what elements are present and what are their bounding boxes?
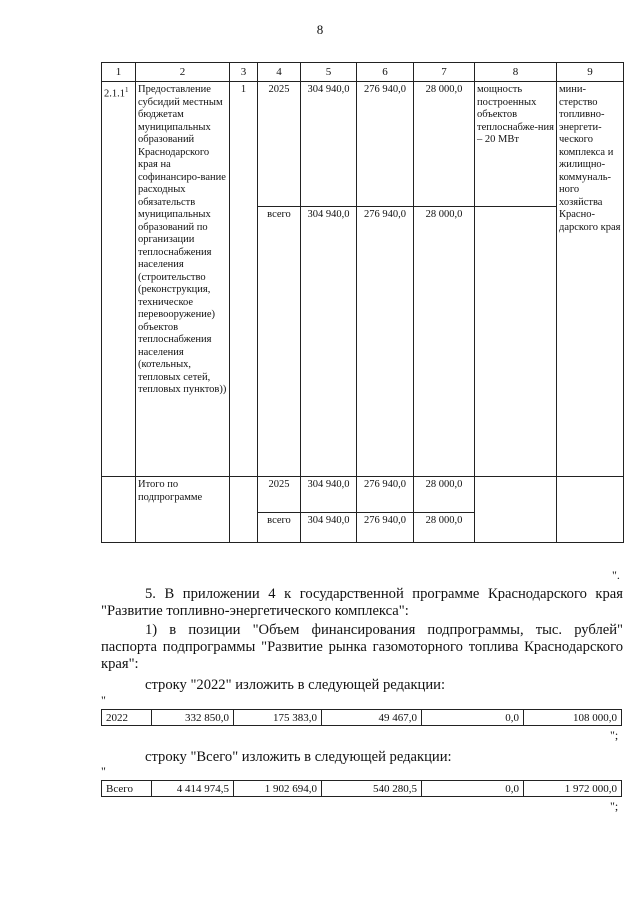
row-mb-year: 28 000,0 [414,82,475,207]
paragraph-5: 5. В приложении 4 к государственной программе Краснодарского края "Развитие топливно-энергетического комплекса": [101,586,623,619]
cell: 1 902 694,0 [234,781,322,797]
itogo-kb-year: 276 940,0 [357,477,414,513]
cell: 0,0 [422,781,524,797]
header-cell: 6 [357,63,414,82]
row-col3: 1 [230,82,258,477]
table-vsego [101,780,622,797]
header-cell: 3 [230,63,258,82]
row-name: Предоставление субсидий местным бюджетам муниципальных образований Краснодарского края на софинансиро-вание расходных обязательств муниципальных образований по организации теплоснабжения населения (строительство (реконструкция, техническое перевооружение) объектов теплоснабжения населения (котельных, тепловых сетей, тепловых пунктов)) [136,82,230,477]
header-cell: 9 [557,63,624,82]
row-kb-all: 276 940,0 [357,207,414,477]
row-all-label: всего [258,207,301,477]
line-2022: строку "2022" изложить в следующей редакции: [145,677,446,693]
cell: 175 383,0 [234,710,322,726]
page-number: 8 [316,22,324,37]
row-total-all: 304 940,0 [301,207,357,477]
open-quote: " [101,693,106,707]
row-label: Всего [102,781,152,797]
line-vsego: строку "Всего" изложить в следующей редакции: [145,749,452,765]
row-executor: мини-стерство топливно-энергети-ческого комплекса и жилищно-коммуналь-ного хозяйства Красно-дарского края [557,82,624,477]
header-cell: 4 [258,63,301,82]
table-row [102,710,622,726]
cell: 1 972 000,0 [524,781,622,797]
close-quote: "; [610,799,619,813]
close-quote: ". [612,568,620,582]
header-cell: 5 [301,63,357,82]
itogo-label: Итого по подпрограмме [136,477,230,543]
table-row [102,82,624,207]
row-result: мощность построенных объектов теплоснабже-ния – 20 МВт [475,82,557,207]
header-cell: 2 [136,63,230,82]
itogo-total-year: 304 940,0 [301,477,357,513]
cell: 49 467,0 [322,710,422,726]
table-header-row [102,63,624,82]
itogo-row [102,477,624,513]
cell: 0,0 [422,710,524,726]
header-cell: 1 [102,63,136,82]
itogo-year: 2025 [258,477,301,513]
itogo-mb-year: 28 000,0 [414,477,475,513]
itogo-total-all: 304 940,0 [301,513,357,543]
itogo-mb-all: 28 000,0 [414,513,475,543]
table-2022 [101,709,622,726]
row-mb-all: 28 000,0 [414,207,475,477]
row-year: 2025 [258,82,301,207]
row-code: 2.1.1$^1$ [102,82,136,477]
row-total-year: 304 940,0 [301,82,357,207]
open-quote: " [101,764,106,778]
row-label: 2022 [102,710,152,726]
paragraph-1: 1) в позиции "Объем финансирования подпрограммы, тыс. рублей" паспорта подпрограммы "Развитие рынка газомоторного топлива Краснодарского края": [101,622,623,672]
table-row [102,781,622,797]
cell: 108 000,0 [524,710,622,726]
itogo-kb-all: 276 940,0 [357,513,414,543]
cell: 4 414 974,5 [152,781,234,797]
header-cell: 8 [475,63,557,82]
subprogram-table [101,62,624,543]
row-kb-year: 276 940,0 [357,82,414,207]
header-cell: 7 [414,63,475,82]
close-quote: "; [610,728,619,742]
itogo-all-label: всего [258,513,301,543]
cell: 540 280,5 [322,781,422,797]
cell: 332 850,0 [152,710,234,726]
